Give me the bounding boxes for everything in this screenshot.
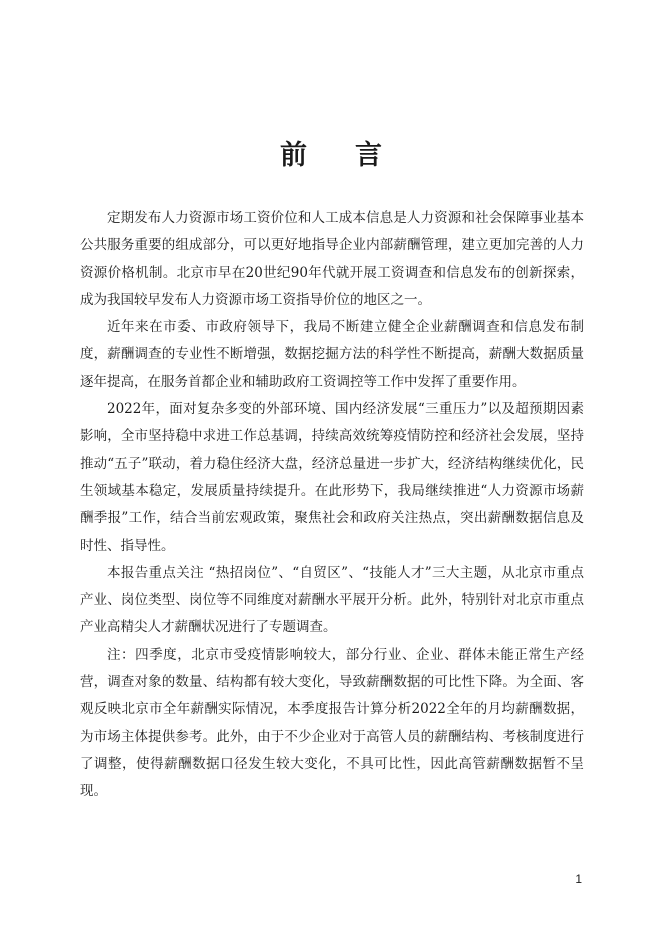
page-title: 前言 [280, 140, 430, 172]
paragraph-note: 注：四季度，北京市受疫情影响较大，部分行业、企业、群体未能正常生产经营，调查对象的数量、结构都有较大变化，导致薪酬数据的可比性下降。为全面、客观反映北京市全年薪酬实际情况，本季度报告计算分析2022全年的月均薪酬数据，为市场主体提供参考。此外，由于不少企业对于高管人员的薪酬结构、考核制度进行了调整，使得薪酬数据口径发生较大变化，不具可比性，因此高管薪酬数据暂不呈现。 [80, 646, 584, 800]
paragraph-2022: 2022年，面对复杂多变的外部环境、国内经济发展“三重压力”以及超预期因素影响，全市坚持稳中求进工作总基调，持续高效统筹疫情防控和经济社会发展，坚持推动“五子”联动，着力稳住经济大盘，经济总量进一步扩大，经济结构继续优化，民生领域基本稳定，发展质量持续提升。在此形势下，我局继续推进“人力资源市场薪酬季报”工作，结合当前宏观政策，聚焦社会和政府关注热点，突出薪酬数据信息及时性、指导性。 [80, 401, 584, 554]
paragraph-report-focus: 本报告重点关注 “热招岗位”、“自贸区”、“技能人才”三大主题，从北京市重点产业、岗位类型、岗位等不同维度对薪酬水平展开分析。此外，特别针对北京市重点产业高精尖人才薪酬状况进行了专题调查。 [80, 564, 584, 636]
paragraph-intro: 定期发布人力资源市场工资价位和人工成本信息是人力资源和社会保障事业基本公共服务重要的组成部分，可以更好地指导企业内部薪酬管理，建立更加完善的人力资源价格机制。北京市早在20世纪90年代就开展工资调查和信息发布的创新探索，成为我国较早发布人力资源市场工资指导价位的地区之一。 [80, 210, 584, 308]
paragraph-recent-years: 近年来在市委、市政府领导下，我局不断建立健全企业薪酬调查和信息发布制度，薪酬调查的专业性不断增强，数据挖掘方法的科学性不断提高，薪酬大数据质量逐年提高，在服务首都企业和辅助政府工资调控等工作中发挥了重要作用。 [80, 319, 584, 390]
preface-body [80, 205, 584, 806]
page-number: 1 [575, 872, 582, 886]
